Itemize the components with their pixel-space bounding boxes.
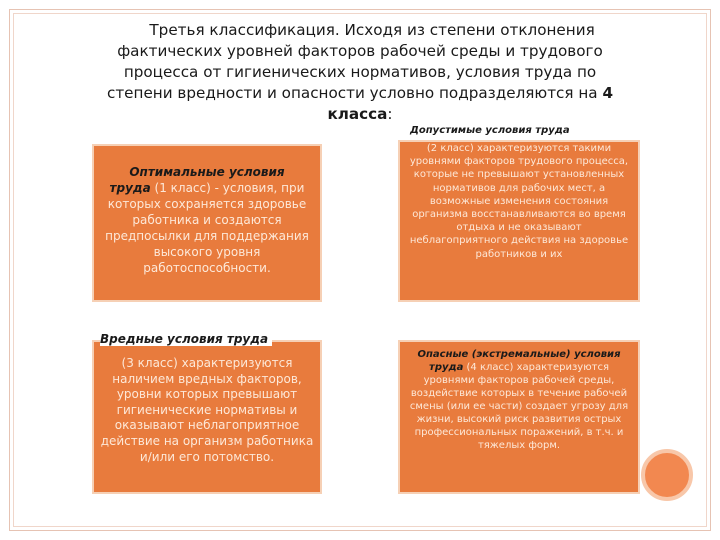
dangerous-text: (4 класс) характеризуются уровнями факторов рабочей среды, воздействие которых в течение рабочей смены (или ее части) создает угрозу для жизни, высокий риск развития острых профессиональных поражений, в т.ч. и тяжелых форм. <box>409 362 629 451</box>
intro-line-2: фактических уровней факторов рабочей среды и трудового <box>117 42 603 60</box>
dangerous-title: Опасные (экстремальные) условия труда <box>417 349 621 373</box>
optimal-text: (1 класс) - условия, при которых сохраняется здоровье работника и создаются предпосылки для поддержания высокого уровня работоспособности. <box>105 181 309 275</box>
class-count: 4 <box>602 84 614 102</box>
permissible-title: Допустимые условия труда <box>410 125 570 136</box>
permissible-conditions-box <box>398 140 640 302</box>
harmful-conditions-box <box>92 340 322 494</box>
intro-line-3: процесса от гигиенических нормативов, условия труда по <box>123 63 597 81</box>
optimal-conditions-box <box>92 144 322 302</box>
optimal-title: Оптимальные условия <box>129 165 285 179</box>
intro-line-4: степени вредности и опасности условно подразделяются на 4 <box>106 84 614 102</box>
intro-paragraph <box>40 20 680 125</box>
optimal-title-2: труда <box>109 181 151 195</box>
harmful-text: (3 класс) характеризуются наличием вредных факторов, уровни которых превышают гигиенические нормативы и оказывают неблагоприятное действие на организм работника и/или его потомство. <box>100 356 314 464</box>
dangerous-conditions-box <box>398 340 640 494</box>
permissible-text: (2 класс) характеризуются такими уровнями факторов трудового процесса, которые не превышают установленных нормативов для рабочих мест, а возможные изменения состояния организма восстанавливаются во время отдыха и не оказывают неблагоприятного действия на здоровье работников и их <box>409 143 629 260</box>
decorative-circle <box>641 449 693 501</box>
intro-line-1: Третья классификация. Исходя из степени отклонения <box>149 21 595 39</box>
harmful-title: Вредные условия труда <box>100 332 272 346</box>
intro-line-5: класса: <box>327 105 393 123</box>
